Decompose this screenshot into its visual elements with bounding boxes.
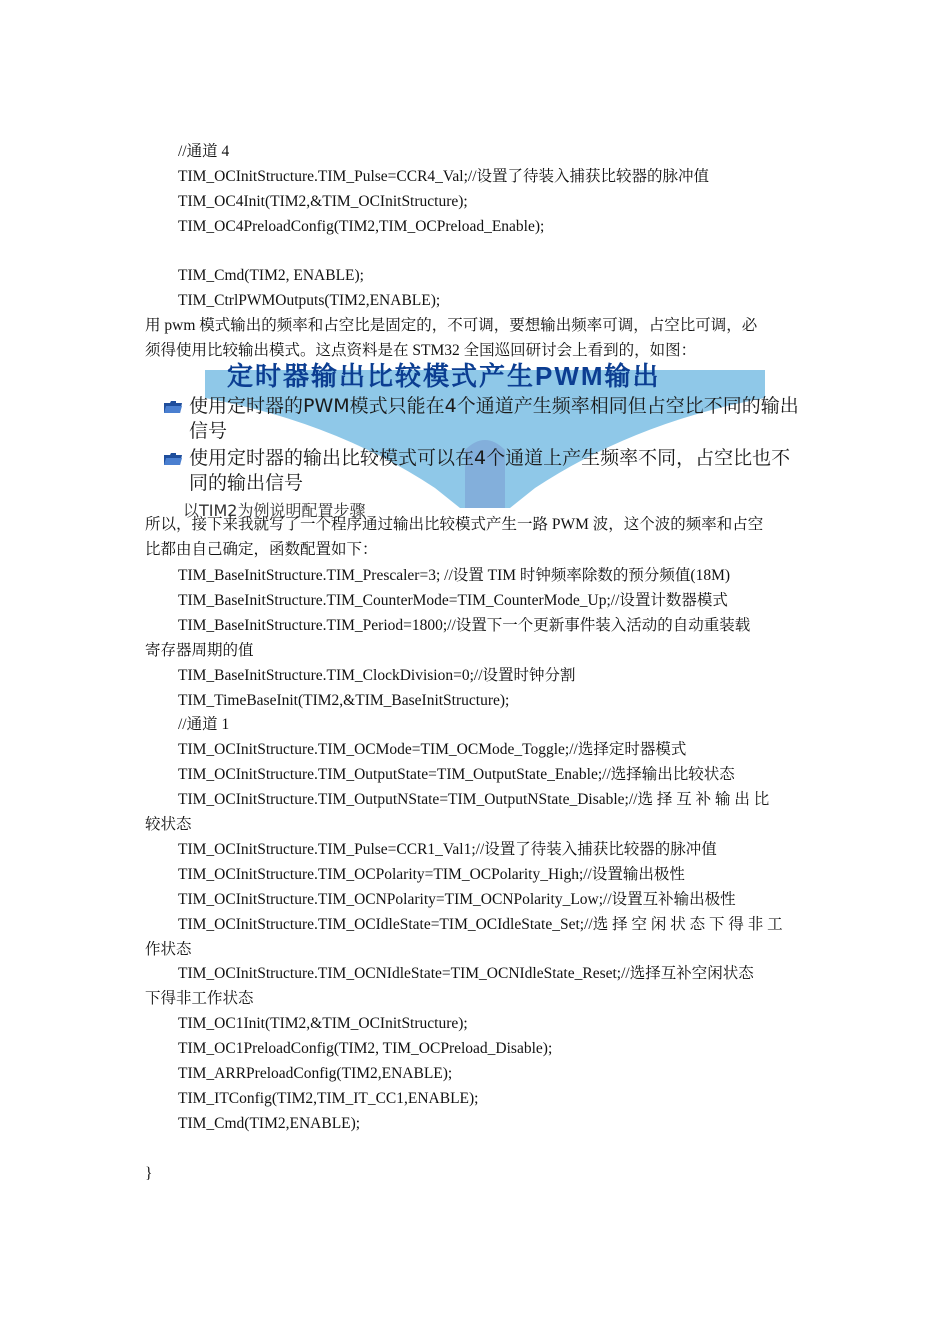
code-line: TIM_BaseInitStructure.TIM_CounterMode=TIM_CounterMode_Up;//设置计数器模式 [178, 592, 728, 609]
slide-bullet-text: 使用定时器的PWM模式只能在4个通道产生频率相同但占空比不同的输出信号 [189, 395, 799, 442]
slide-bullet-text: 使用定时器的输出比较模式可以在4个通道上产生频率不同，占空比也不同的输出信号 [189, 447, 791, 494]
slide-footer-text: 以TIM2为例说明配置步骤 [183, 501, 366, 520]
code-line: TIM_OC4PreloadConfig(TIM2,TIM_OCPreload_Enable); [178, 218, 545, 235]
code-line: TIM_OCInitStructure.TIM_OCNIdleState=TIM_OCNIdleState_Reset;//选择互补空闲状态 [178, 965, 754, 982]
code-line: TIM_CtrlPWMOutputs(TIM2,ENABLE); [178, 292, 441, 309]
slide-image [145, 361, 807, 520]
code-line: TIM_OC1Init(TIM2,&TIM_OCInitStructure); [178, 1015, 468, 1032]
code-line: TIM_ARRPreloadConfig(TIM2,ENABLE); [178, 1065, 453, 1082]
code-line: TIM_BaseInitStructure.TIM_Prescaler=3; //设置 TIM 时钟频率除数的预分频值(18M) [178, 567, 731, 584]
code-line: 较状态 [145, 816, 192, 833]
folder-bullet-icon [163, 400, 183, 414]
folder-bullet-icon [163, 452, 183, 466]
code-line: TIM_OCInitStructure.TIM_OCPolarity=TIM_OCPolarity_High;//设置输出极性 [178, 866, 685, 883]
slide-title: 定时器输出比较模式产生PWM输出 [227, 361, 661, 391]
code-line: 下得非工作状态 [145, 990, 254, 1007]
code-comment-channel-4: //通道 4 [178, 143, 230, 160]
paragraph-line: 比都由自己确定，函数配置如下： [145, 541, 378, 558]
code-line: 寄存器周期的值 [145, 642, 254, 659]
paragraph-line: 须得使用比较输出模式。这点资料是在 STM32 全国巡回研讨会上看到的，如图： [145, 342, 697, 359]
code-line: TIM_TimeBaseInit(TIM2,&TIM_BaseInitStructure); [178, 692, 510, 709]
code-line: TIM_ITConfig(TIM2,TIM_IT_CC1,ENABLE); [178, 1090, 479, 1107]
paragraph-line: 所以，接下来我就写了一个程序通过输出比较模式产生一路 PWM 波，这个波的频率和占空 [145, 516, 764, 533]
code-line: TIM_Cmd(TIM2, ENABLE); [178, 267, 364, 284]
code-line: 作状态 [145, 941, 192, 958]
code-line: TIM_OC4Init(TIM2,&TIM_OCInitStructure); [178, 193, 468, 210]
code-line: TIM_OC1PreloadConfig(TIM2, TIM_OCPreload_Disable); [178, 1040, 553, 1057]
code-line: TIM_BaseInitStructure.TIM_ClockDivision=0;//设置时钟分割 [178, 667, 576, 684]
code-line: TIM_OCInitStructure.TIM_OCIdleState=TIM_OCIdleState_Set;//选 择 空 闲 状 态 下 得 非 工 [178, 916, 783, 933]
code-line: //通道 1 [178, 716, 230, 733]
code-line: TIM_OCInitStructure.TIM_OutputNState=TIM_OutputNState_Disable;//选 择 互 补 输 出 比 [178, 791, 770, 808]
code-line: TIM_OCInitStructure.TIM_Pulse=CCR1_Val1;//设置了待装入捕获比较器的脉冲值 [178, 841, 717, 858]
code-line: TIM_OCInitStructure.TIM_OCMode=TIM_OCMode_Toggle;//选择定时器模式 [178, 741, 687, 758]
code-line: TIM_Cmd(TIM2,ENABLE); [178, 1115, 361, 1132]
code-line: TIM_OCInitStructure.TIM_OCNPolarity=TIM_OCNPolarity_Low;//设置互补输出极性 [178, 891, 736, 908]
code-line: TIM_OCInitStructure.TIM_Pulse=CCR4_Val;//设置了待装入捕获比较器的脉冲值 [178, 168, 709, 185]
code-line: TIM_BaseInitStructure.TIM_Period=1800;//设置下一个更新事件装入活动的自动重装载 [178, 617, 751, 634]
closing-brace: } [145, 1165, 153, 1182]
paragraph-line: 用 pwm 模式输出的频率和占空比是固定的，不可调，要想输出频率可调，占空比可调，必 [145, 317, 758, 334]
code-line: TIM_OCInitStructure.TIM_OutputState=TIM_OutputState_Enable;//选择输出比较状态 [178, 766, 735, 783]
